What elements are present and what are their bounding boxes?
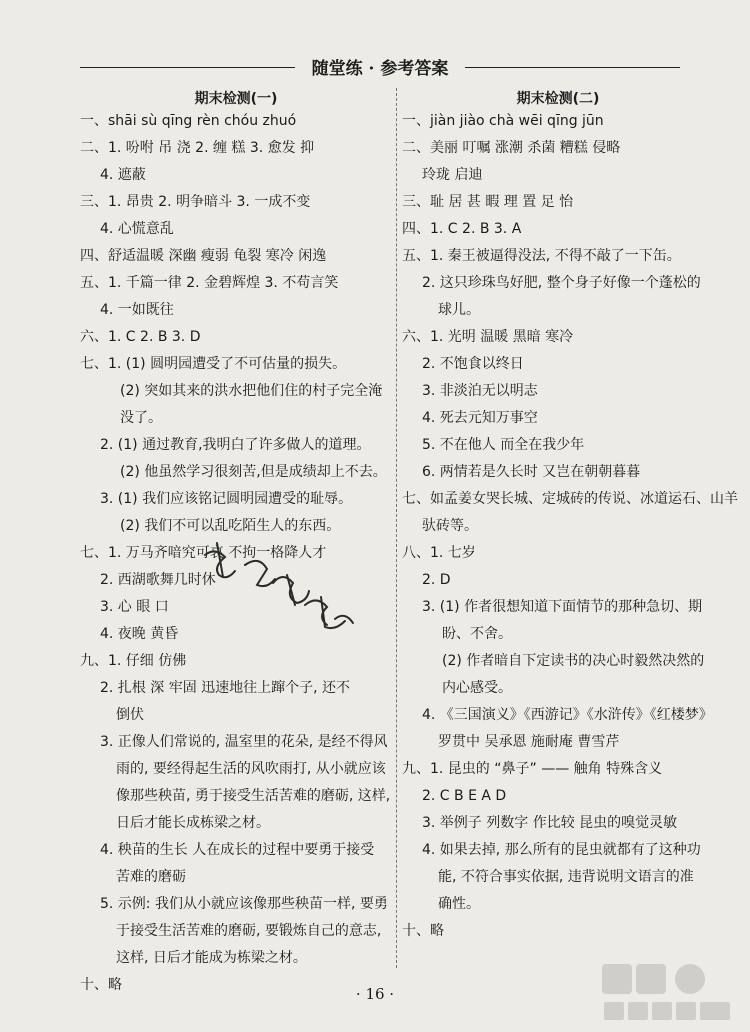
answer-line: 雨的, 要经得起生活的风吹雨打, 从小就应该 xyxy=(116,761,386,777)
answer-line: 4. 一如既往 xyxy=(100,302,174,318)
answer-line: 十、略 xyxy=(80,977,122,993)
answer-line: 十、略 xyxy=(402,923,444,939)
answer-line: 3. 非淡泊无以明志 xyxy=(422,383,538,399)
answer-line: 苦难的磨砺 xyxy=(116,869,186,885)
answer-line: 3. 心 眼 口 xyxy=(100,599,169,615)
answer-line: 日后才能长成栋梁之材。 xyxy=(116,815,270,831)
answer-line: 4. 秧苗的生长 人在成长的过程中要勇于接受 xyxy=(100,842,375,858)
answer-line: 七、1. (1) 圆明园遭受了不可估量的损失。 xyxy=(80,356,347,372)
answer-line: 三、1. 昂贵 2. 明争暗斗 3. 一成不变 xyxy=(80,194,311,210)
answer-line: 倒伏 xyxy=(116,707,144,723)
answer-line: 3. 举例子 列数字 作比较 昆虫的嗅觉灵敏 xyxy=(422,815,678,831)
answer-line: 驮砖等。 xyxy=(422,518,478,534)
answer-line: 内心感受。 xyxy=(442,680,512,696)
right-column xyxy=(402,86,738,949)
answer-line: (2) 作者暗自下定读书的决心时毅然决然的 xyxy=(442,653,705,669)
answer-line: 4. 《三国演义》《西游记》《水浒传》《红楼梦》 xyxy=(422,707,713,723)
answer-line: 一、jiàn jiào chà wēi qīng jūn xyxy=(402,113,604,129)
answer-line: 七、1. 万马齐喑究可哀 不拘一格降人才 xyxy=(80,545,327,561)
answer-line: 2. 扎根 深 牢固 迅速地往上蹿个子, 还不 xyxy=(100,680,351,696)
answer-line: 6. 两情若是久长时 又岂在朝朝暮暮 xyxy=(422,464,641,480)
answer-line: 于接受生活苦难的磨砺, 要锻炼自己的意志, xyxy=(116,923,382,939)
answer-line: 四、舒适温暖 深幽 瘦弱 龟裂 寒冷 闲逸 xyxy=(80,248,327,264)
answer-line: 2. 西湖歌舞几时休 xyxy=(100,572,216,588)
answer-line: 二、美丽 叮嘱 涨潮 杀菌 糟糕 侵略 xyxy=(402,140,621,156)
page-number: · 16 · xyxy=(355,985,395,1003)
answer-line: 球儿。 xyxy=(438,302,480,318)
column-divider xyxy=(396,88,397,968)
answer-line: 盼、不舍。 xyxy=(442,626,512,642)
answer-line: 这样, 日后才能成为栋梁之材。 xyxy=(116,950,307,966)
answer-line: 六、1. 光明 温暖 黑暗 寒冷 xyxy=(402,329,574,345)
answer-line: 八、1. 七岁 xyxy=(402,545,476,561)
answer-line: 四、1. C 2. B 3. A xyxy=(402,221,522,237)
answer-line: 4. 夜晚 黄昏 xyxy=(100,626,179,642)
answer-line: 五、1. 千篇一律 2. 金碧辉煌 3. 不苟言笑 xyxy=(80,275,339,291)
answer-line: 确性。 xyxy=(438,896,480,912)
answer-line: (2) 他虽然学习很刻苦,但是成绩却上不去。 xyxy=(120,464,387,480)
answer-line: 能, 不符合事实依据, 违背说明文语言的准 xyxy=(438,869,694,885)
answer-line: 一、shāi sù qīng rèn chóu zhuó xyxy=(80,113,297,129)
header-title: 随堂练 · 参考答案 xyxy=(311,59,449,79)
answer-line: 4. 死去元知万事空 xyxy=(422,410,538,426)
answer-line: 罗贯中 吴承恩 施耐庵 曹雪芹 xyxy=(438,734,620,750)
answer-line: 九、1. 昆虫的 “鼻子” —— 触角 特殊含义 xyxy=(402,761,663,777)
header-rule-right xyxy=(465,67,680,68)
answer-line: 九、1. 仔细 仿佛 xyxy=(80,653,187,669)
answer-line: 3. (1) 作者很想知道下面情节的那种急切、期 xyxy=(422,599,703,615)
answer-line: 玲珑 启迪 xyxy=(422,167,483,183)
watermark-logo xyxy=(598,958,738,1028)
answer-line: 4. 遮蔽 xyxy=(100,167,146,183)
handwriting-scribble xyxy=(195,535,365,655)
answer-line: 六、1. C 2. B 3. D xyxy=(80,329,201,345)
answer-line: 二、1. 吩咐 吊 浇 2. 缠 糕 3. 愈发 抑 xyxy=(80,140,315,156)
page-header xyxy=(80,52,680,82)
left-section-title: 期末检测(一) xyxy=(194,91,278,107)
answer-line: 2. (1) 通过教育,我明白了许多做人的道理。 xyxy=(100,437,371,453)
answer-line: 2. 这只珍珠鸟好肥, 整个身子好像一个蓬松的 xyxy=(422,275,701,291)
answer-line: (2) 突如其来的洪水把他们住的村子完全淹 xyxy=(120,383,383,399)
answer-line: 没了。 xyxy=(120,410,162,426)
answer-line: 3. (1) 我们应该铭记圆明园遭受的耻辱。 xyxy=(100,491,353,507)
right-section-title: 期末检测(二) xyxy=(516,91,600,107)
answer-line: 4. 如果去掉, 那么所有的昆虫就都有了这种功 xyxy=(422,842,701,858)
answer-line: 5. 不在他人 而全在我少年 xyxy=(422,437,585,453)
answer-line: 5. 示例: 我们从小就应该像那些秧苗一样, 要勇 xyxy=(100,896,388,912)
answer-line: 2. D xyxy=(422,572,451,588)
answer-line: 2. C B E A D xyxy=(422,788,507,804)
answer-line: 3. 正像人们常说的, 温室里的花朵, 是经不得风 xyxy=(100,734,388,750)
answer-line: 三、耻 居 甚 暇 理 置 足 怡 xyxy=(402,194,574,210)
answer-line: 2. 不饱食以终日 xyxy=(422,356,524,372)
answer-line: 4. 心慌意乱 xyxy=(100,221,174,237)
answer-line: 五、1. 秦王被逼得没法, 不得不敲了一下缶。 xyxy=(402,248,681,264)
answer-line: (2) 我们不可以乱吃陌生人的东西。 xyxy=(120,518,341,534)
header-rule-left xyxy=(80,67,295,68)
answer-line: 像那些秧苗, 勇于接受生活苦难的磨砺, 这样, xyxy=(116,788,391,804)
answer-line: 七、如孟姜女哭长城、定城砖的传说、冰道运石、山羊 xyxy=(402,491,738,507)
